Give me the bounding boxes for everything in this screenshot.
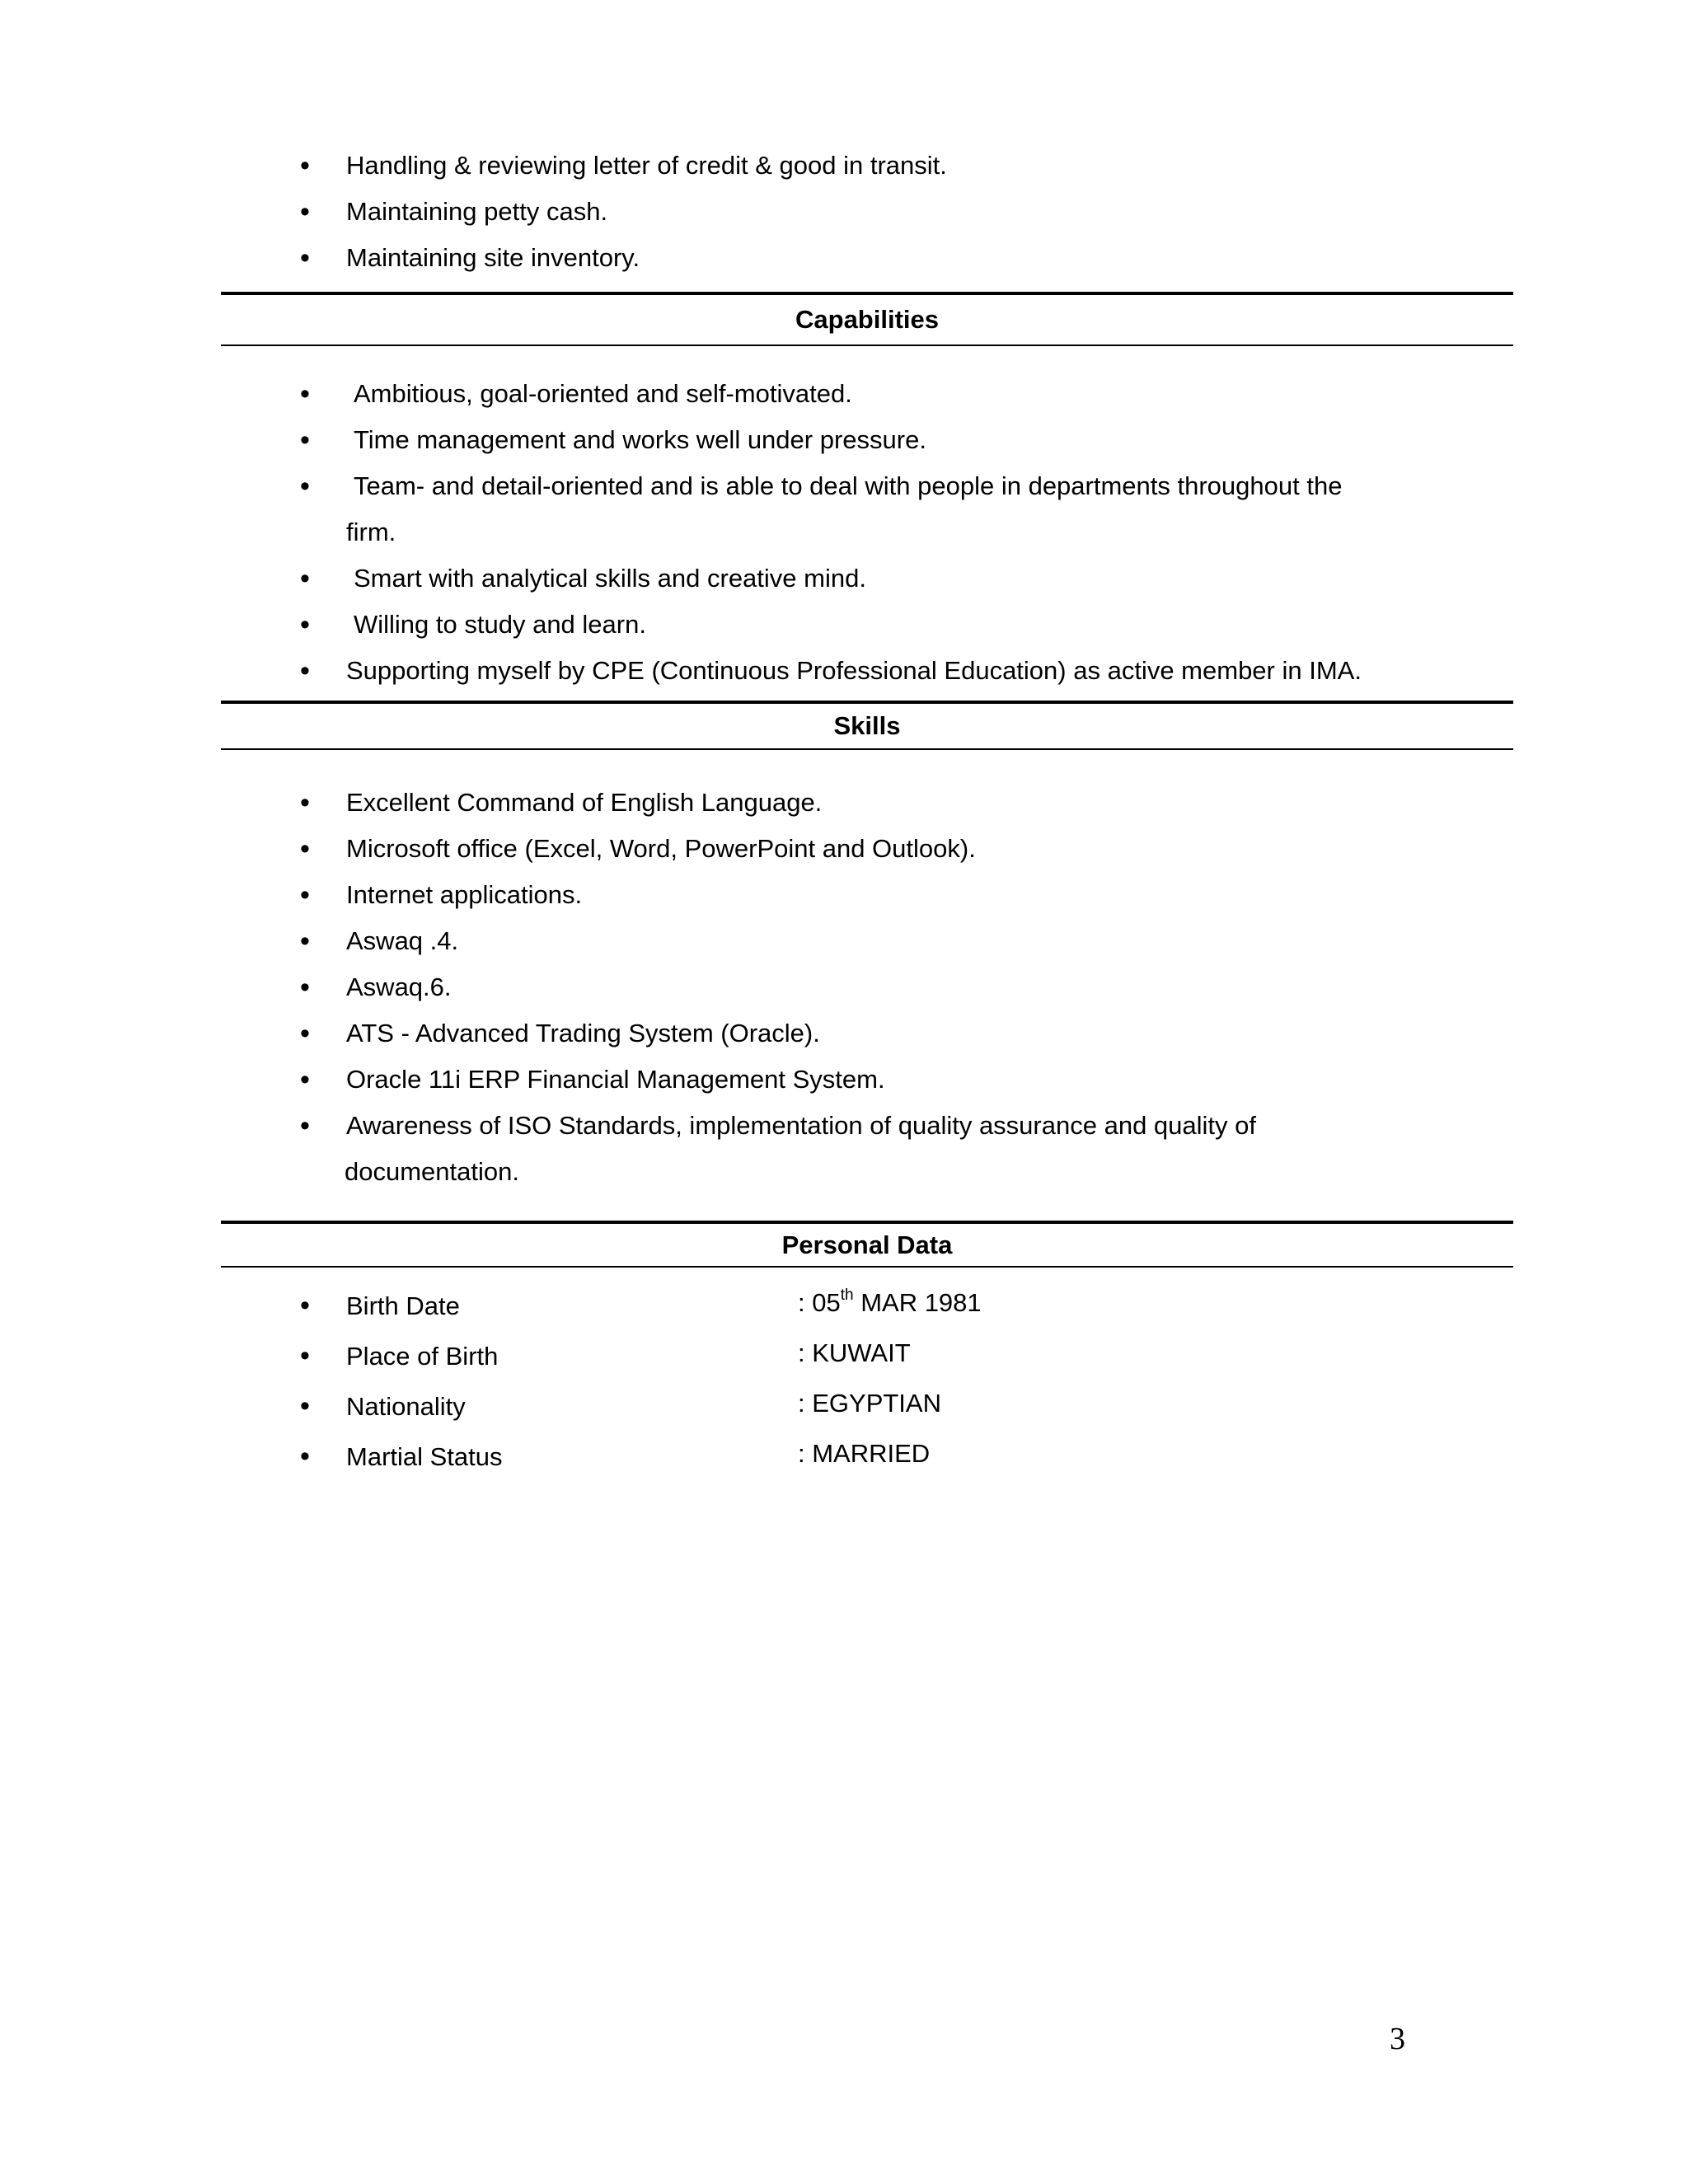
capability-text: Willing to study and learn. bbox=[354, 610, 646, 639]
personal-data-row bbox=[0, 1380, 1688, 1431]
skill-text: Excellent Command of English Language. bbox=[346, 788, 823, 817]
skill-text-line1: Awareness of ISO Standards, implementation of quality assurance and quality of bbox=[346, 1111, 1256, 1140]
bullet: • bbox=[300, 879, 310, 911]
marital-status-label: Martial Status bbox=[346, 1442, 503, 1471]
birth-date-value: : 05th MAR 1981 bbox=[798, 1286, 982, 1317]
bullet: • bbox=[300, 1110, 310, 1141]
bullet: • bbox=[300, 1064, 310, 1095]
list-item bbox=[0, 417, 1688, 463]
skills-list bbox=[0, 780, 1688, 1195]
capability-text: Smart with analytical skills and creative mind. bbox=[354, 564, 866, 593]
marital-status-value: : MARRIED bbox=[798, 1439, 931, 1468]
capability-text bbox=[346, 463, 1343, 555]
birth-date-label: Birth Date bbox=[346, 1291, 460, 1320]
list-item bbox=[0, 648, 1688, 694]
bullet: • bbox=[300, 424, 310, 456]
bullet: • bbox=[300, 242, 310, 274]
duty-text: Handling & reviewing letter of credit & good in transit. bbox=[346, 151, 947, 180]
skill-text: Aswaq.6. bbox=[346, 972, 452, 1001]
list-item bbox=[0, 872, 1688, 918]
personal-data-row bbox=[0, 1431, 1688, 1481]
list-item bbox=[0, 1010, 1688, 1057]
list-item bbox=[0, 235, 1688, 281]
capability-text-line2: firm. bbox=[346, 518, 396, 546]
list-item bbox=[0, 463, 1688, 555]
bullet: • bbox=[300, 655, 310, 687]
bullet: • bbox=[300, 787, 310, 818]
list-item bbox=[0, 143, 1688, 189]
capability-text: Time management and works well under pressure. bbox=[354, 425, 926, 454]
bullet: • bbox=[300, 150, 310, 181]
page-number: 3 bbox=[1390, 2022, 1405, 2056]
capability-text: Supporting myself by CPE (Continuous Professional Education) as active member in IMA. bbox=[346, 656, 1362, 685]
duty-text: Maintaining site inventory. bbox=[346, 243, 640, 272]
list-item bbox=[0, 1057, 1688, 1103]
capabilities-list bbox=[0, 371, 1688, 694]
list-item bbox=[0, 964, 1688, 1010]
list-item bbox=[0, 918, 1688, 964]
capability-text-line1: Team- and detail-oriented and is able to deal with people in departments throughout the bbox=[354, 471, 1343, 500]
list-item bbox=[0, 826, 1688, 872]
list-item bbox=[0, 1103, 1688, 1195]
place-of-birth-label: Place of Birth bbox=[346, 1342, 499, 1371]
list-item bbox=[0, 602, 1688, 648]
skill-text: Aswaq .4. bbox=[346, 926, 459, 955]
duty-text: Maintaining petty cash. bbox=[346, 197, 608, 226]
bullet: • bbox=[300, 833, 310, 865]
skill-text: Microsoft office (Excel, Word, PowerPoint and Outlook). bbox=[346, 834, 976, 863]
list-item bbox=[0, 780, 1688, 826]
skill-text-line2: documentation. bbox=[345, 1157, 519, 1186]
place-of-birth-value: : KUWAIT bbox=[798, 1338, 911, 1367]
section-heading-skills: Skills bbox=[221, 701, 1513, 750]
list-item bbox=[0, 371, 1688, 417]
bullet: • bbox=[300, 1390, 310, 1422]
personal-data-row bbox=[0, 1330, 1688, 1380]
section-heading-capabilities: Capabilities bbox=[221, 292, 1513, 346]
nationality-label: Nationality bbox=[346, 1392, 466, 1421]
nationality-value: : EGYPTIAN bbox=[798, 1389, 941, 1418]
bullet: • bbox=[300, 1290, 310, 1321]
personal-data-table bbox=[0, 1280, 1688, 1481]
bullet: • bbox=[300, 471, 310, 502]
skill-text: ATS - Advanced Trading System (Oracle). bbox=[346, 1019, 820, 1047]
capability-text: Ambitious, goal-oriented and self-motivated. bbox=[354, 379, 852, 408]
bullet: • bbox=[300, 1340, 310, 1371]
skill-text: Oracle 11i ERP Financial Management System. bbox=[346, 1065, 885, 1094]
skill-text bbox=[346, 1103, 1256, 1195]
bullet: • bbox=[300, 609, 310, 640]
bullet: • bbox=[300, 972, 310, 1003]
bullet: • bbox=[300, 1441, 310, 1472]
bullet: • bbox=[300, 563, 310, 594]
bullet: • bbox=[300, 926, 310, 957]
list-item bbox=[0, 189, 1688, 235]
bullet: • bbox=[300, 196, 310, 227]
bullet: • bbox=[300, 378, 310, 410]
list-item bbox=[0, 555, 1688, 602]
skill-text: Internet applications. bbox=[346, 880, 583, 909]
personal-data-row bbox=[0, 1280, 1688, 1330]
section-heading-personal-data: Personal Data bbox=[221, 1221, 1513, 1268]
bullet: • bbox=[300, 1018, 310, 1049]
duties-list bbox=[0, 143, 1688, 281]
